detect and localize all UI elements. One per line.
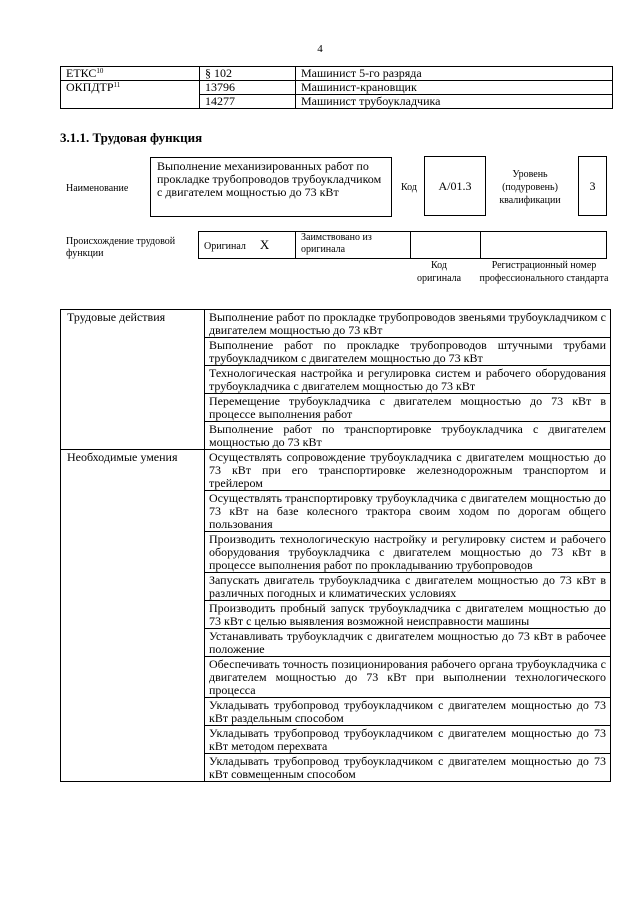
- labor-action-item: Перемещение трубоукладчика с двигателем мощностью до 73 кВт в процессе выполнения работ: [205, 394, 611, 422]
- level-label: Уровень (подуровень) квалификации: [499, 169, 561, 206]
- level-box: 3: [578, 156, 607, 216]
- origin-table: [198, 231, 607, 259]
- table-row: [61, 310, 611, 338]
- name-cell: Машинист трубоукладчика: [296, 95, 613, 109]
- skill-item: Производить технологическую настройку и регулировку систем и рабочего оборудования трубоукладчика с двигателем мощностью до 73 кВт в процессе выполнения работ по прокладыванию трубопроводов: [205, 532, 611, 573]
- name-cell: Машинист-крановщик: [296, 81, 613, 95]
- table-row: [61, 450, 611, 491]
- function-code-box: A/01.3: [424, 156, 486, 216]
- table-row: [199, 232, 607, 259]
- skill-item: Укладывать трубопровод трубоукладчиком с двигателем мощностью до 73 кВт совмещенным способом: [205, 754, 611, 782]
- skill-item: Укладывать трубопровод трубоукладчиком с двигателем мощностью до 73 кВт методом перехвата: [205, 726, 611, 754]
- borrowed-cell: Заимствовано из оригинала: [296, 232, 411, 259]
- origin-label: Происхождение трудовой функции: [66, 236, 176, 259]
- skill-item: Осуществлять транспортировку трубоукладчика с двигателем мощностью до 73 кВт на базе колесного трактора своим ходом по дорогам общего пользования: [205, 491, 611, 532]
- code-original-cell: [411, 232, 481, 259]
- skill-item: Обеспечивать точность позиционирования рабочего органа трубоукладчика с двигателем мощностью до 73 кВт при выполнении технологического процесса: [205, 657, 611, 698]
- original-mark: X: [259, 237, 270, 252]
- skills-label: Необходимые умения: [61, 450, 205, 782]
- page-number: 4: [317, 43, 323, 55]
- value-cell: 13796: [200, 81, 296, 95]
- function-details-table: [60, 309, 611, 782]
- reg-number-cell: [481, 232, 607, 259]
- labor-action-item: Выполнение работ по прокладке трубопроводов звеньями трубоукладчиком с двигателем мощностью до 73 кВт: [205, 310, 611, 338]
- reg-number-label: Регистрационный номер профессионального стандарта: [479, 260, 609, 284]
- labor-action-item: Технологическая настройка и регулировка систем и рабочего оборудования трубоукладчика с двигателем мощностью до 73 кВт: [205, 366, 611, 394]
- table-row: [61, 81, 613, 95]
- skill-item: Производить пробный запуск трубоукладчика с двигателем мощностью до 73 кВт с целью выявления возможной неисправности машины: [205, 601, 611, 629]
- skill-item: Устанавливать трубоукладчик с двигателем мощностью до 73 кВт в рабочее положение: [205, 629, 611, 657]
- code-label: Код: [401, 182, 417, 193]
- section-title: 3.1.1. Трудовая функция: [60, 130, 203, 145]
- skill-item: Запускать двигатель трубоукладчика с двигателем мощностью до 73 кВт в различных погодных и климатических условиях: [205, 573, 611, 601]
- labor-action-item: Выполнение работ по прокладке трубопроводов штучными трубами трубоукладчиком с двигателем мощностью до 73 кВт: [205, 338, 611, 366]
- skill-item: Укладывать трубопровод трубоукладчиком с двигателем мощностью до 73 кВт раздельным способом: [205, 698, 611, 726]
- code-cell: ЕТКС$^{10}$: [61, 67, 200, 81]
- name-cell: Машинист 5-го разряда: [296, 67, 613, 81]
- value-cell: § 102: [200, 67, 296, 81]
- code-cell: ОКПДТР$^{11}$: [61, 81, 200, 109]
- value-cell: 14277: [200, 95, 296, 109]
- table-row: [61, 67, 613, 81]
- function-name-box: Выполнение механизированных работ по прокладке трубопроводов трубоукладчиком с двигателем мощностью до 73 кВт: [150, 157, 392, 217]
- code-original-label: Код оригинала: [416, 260, 462, 284]
- original-cell: Оригинал X: [199, 232, 296, 259]
- labor-action-item: Выполнение работ по транспортировке трубоукладчика с двигателем мощностью до 73 кВт: [205, 422, 611, 450]
- name-label: Наименование: [66, 183, 129, 194]
- codes-table: [60, 66, 613, 109]
- labor-actions-label: Трудовые действия: [61, 310, 205, 450]
- skill-item: Осуществлять сопровождение трубоукладчика с двигателем мощностью до 73 кВт при его транспортировке железнодорожным транспортом и трейлером: [205, 450, 611, 491]
